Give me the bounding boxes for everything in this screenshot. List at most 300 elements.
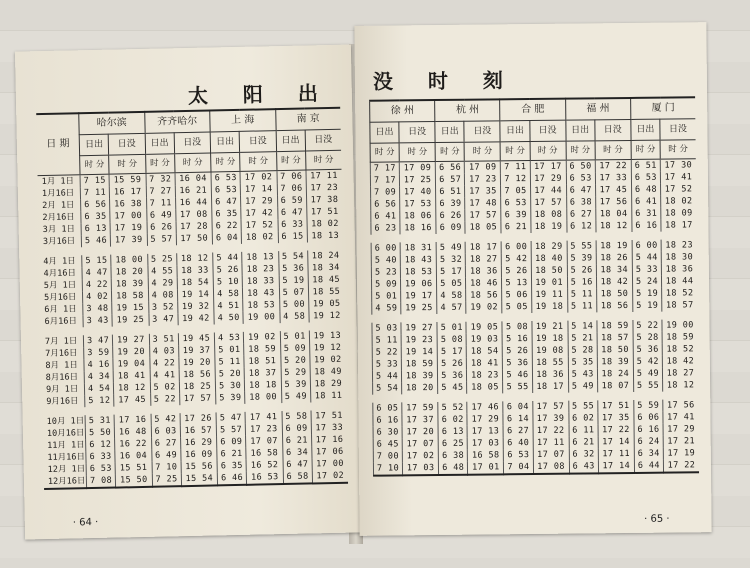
minute-unit: 分: [324, 154, 334, 166]
time-cell: 6 43: [569, 460, 598, 473]
time-cell: 7 17: [370, 174, 399, 186]
time-cell: 6 21: [217, 448, 247, 461]
time-cell: 18 55: [532, 357, 568, 369]
time-cell: 16 22: [115, 438, 151, 451]
time-cell: 18 50: [596, 288, 632, 300]
time-cell: 17 41: [245, 411, 281, 424]
time-cell: 6 44: [634, 460, 663, 473]
time-cell: 19 14: [177, 288, 213, 301]
time-cell: 4 34: [84, 371, 114, 384]
time-cell: 16 21: [175, 184, 211, 197]
time-cell: 5 01: [215, 344, 245, 357]
time-cell: 17 56: [595, 196, 631, 208]
time-cell: 18 55: [308, 286, 344, 299]
sunrise-label: 日出: [631, 119, 660, 140]
time-cell: 17 35: [598, 412, 634, 424]
time-cell: 6 26: [147, 221, 177, 234]
hour-unit: 时: [570, 145, 580, 156]
time-cell: 18 02: [661, 195, 697, 207]
time-cell: 6 53: [86, 463, 116, 476]
time-cell: 18 17: [465, 241, 501, 253]
time-cell: 3 43: [83, 315, 113, 328]
minute-unit: 分: [161, 158, 170, 169]
time-cell: 19 11: [531, 289, 567, 301]
time-cell: 18 19: [530, 221, 566, 233]
time-unit-label: [109, 154, 146, 174]
city-header: 哈尔滨: [79, 112, 145, 135]
time-cell: 6 56: [435, 161, 464, 174]
time-cell: 17 00: [312, 458, 348, 471]
time-cell: 4 16: [84, 359, 114, 372]
time-cell: 18 27: [662, 367, 698, 379]
time-cell: 17 22: [533, 425, 569, 437]
time-unit-label: [435, 142, 464, 161]
time-cell: 7 05: [501, 185, 530, 197]
date-cell: 9月16日: [46, 396, 79, 407]
time-cell: 5 15: [82, 255, 112, 268]
time-cell: 6 14: [503, 413, 532, 425]
time-cell: 17 51: [598, 400, 634, 412]
sunrise-label: 日出: [276, 130, 306, 152]
time-cell: 16 58: [246, 447, 282, 460]
time-cell: 6 21: [501, 221, 530, 233]
time-cell: 5 44: [213, 252, 243, 265]
time-cell: 6 27: [503, 425, 532, 437]
time-cell: 15 50: [116, 474, 153, 488]
time-cell: 18 27: [466, 253, 502, 265]
time-cell: 18 19: [596, 240, 632, 252]
time-cell: 5 36: [438, 370, 467, 382]
time-cell: 3 52: [148, 301, 178, 314]
time-cell: 5 45: [438, 382, 467, 394]
hour-unit: 时: [182, 157, 192, 169]
left-page-title: 太 阳 出: [187, 80, 333, 108]
date-cell: 10月 1日: [46, 416, 85, 427]
time-cell: 18 12: [114, 382, 150, 395]
time-cell: 16 52: [246, 459, 282, 472]
time-cell: 6 05: [373, 402, 402, 414]
hour-unit: 时: [668, 144, 677, 155]
time-cell: 5 55: [503, 381, 532, 393]
hour-unit: 时: [149, 158, 159, 169]
time-unit-label: [80, 155, 110, 175]
time-cell: 4 22: [82, 279, 112, 292]
time-cell: 18 36: [466, 265, 502, 277]
city-header: 厦 门: [630, 97, 695, 119]
time-cell: 4 59: [372, 302, 401, 314]
time-cell: 19 20: [113, 346, 149, 359]
time-cell: 5 57: [216, 424, 246, 437]
sunset-label: 日没: [108, 133, 145, 155]
time-unit-label: [240, 152, 277, 172]
time-cell: 6 16: [632, 220, 661, 232]
time-cell: 7 06: [277, 183, 307, 196]
time-cell: 18 53: [400, 266, 436, 278]
time-cell: 19 01: [531, 277, 567, 289]
time-cell: 16 44: [175, 196, 211, 209]
time-cell: 5 31: [85, 415, 115, 428]
time-cell: 19 45: [178, 332, 214, 345]
right-page-title: 没 时 刻: [372, 68, 517, 94]
minute-unit: 分: [614, 145, 623, 156]
time-cell: 6 21: [569, 436, 598, 448]
minute-unit: 分: [451, 146, 460, 157]
time-cell: 5 33: [372, 358, 401, 370]
time-cell: 16 09: [181, 448, 217, 461]
time-cell: 17 11: [533, 437, 569, 449]
time-cell: 15 54: [181, 472, 218, 486]
time-cell: 5 19: [633, 300, 662, 312]
time-cell: 17 52: [241, 219, 277, 232]
hour-unit: 时: [84, 159, 94, 171]
time-cell: 18 12: [663, 379, 699, 391]
time-cell: 7 09: [371, 186, 400, 198]
time-cell: 5 55: [568, 400, 597, 412]
time-cell: 18 49: [310, 366, 346, 379]
time-cell: 18 58: [112, 290, 148, 303]
time-cell: 17 14: [598, 436, 634, 448]
minute-unit: 分: [226, 156, 236, 168]
time-cell: 17 39: [532, 413, 568, 425]
time-cell: 18 33: [177, 264, 213, 277]
time-unit-label: [370, 143, 399, 162]
time-unit-label: [305, 150, 341, 170]
time-cell: 17 29: [241, 195, 277, 208]
time-cell: 6 35: [212, 208, 242, 221]
left-page: [15, 45, 361, 540]
time-cell: 5 22: [372, 346, 401, 358]
time-cell: 17 00: [110, 210, 146, 223]
minute-unit: 分: [193, 157, 203, 168]
time-cell: 5 49: [281, 390, 311, 403]
time-cell: 5 03: [372, 322, 401, 334]
time-cell: 5 33: [632, 264, 661, 276]
time-cell: 5 54: [373, 382, 402, 394]
time-cell: 17 17: [530, 160, 566, 173]
date-cell: 8月16日: [45, 372, 79, 383]
time-cell: 19 25: [112, 314, 148, 327]
time-cell: 6 04: [503, 401, 532, 413]
time-cell: 19 18: [532, 333, 568, 345]
date-cell: 3月16日: [42, 236, 76, 248]
time-cell: 17 16: [311, 434, 347, 447]
time-cell: 17 08: [533, 461, 569, 474]
time-cell: 5 39: [567, 252, 596, 264]
time-cell: 5 36: [503, 357, 532, 369]
time-cell: 18 40: [531, 253, 567, 265]
time-cell: 18 41: [113, 370, 149, 383]
minute-unit: 分: [679, 144, 689, 155]
time-unit-label: [399, 143, 435, 162]
time-cell: 19 18: [531, 301, 567, 313]
hour-unit: 时: [374, 147, 384, 158]
time-cell: 18 53: [243, 299, 279, 312]
time-cell: 6 24: [634, 436, 663, 448]
time-cell: 7 08: [86, 475, 116, 489]
date-cell: 9月 1日: [45, 384, 79, 395]
time-cell: 6 09: [436, 222, 465, 234]
time-cell: 16 48: [115, 426, 151, 439]
time-cell: 4 03: [149, 345, 179, 358]
time-cell: 6 47: [566, 184, 595, 196]
time-cell: 4 55: [147, 265, 177, 278]
time-cell: 5 32: [436, 254, 465, 266]
minute-unit: 分: [292, 155, 301, 166]
time-cell: 4 58: [437, 290, 466, 302]
time-cell: 18 06: [400, 210, 436, 222]
time-cell: 19 05: [308, 298, 344, 311]
time-cell: 17 22: [663, 459, 699, 472]
time-cell: 6 13: [81, 223, 111, 236]
time-cell: 3 47: [148, 313, 178, 326]
time-cell: 18 12: [176, 252, 212, 265]
time-cell: 18 59: [244, 343, 280, 356]
time-cell: 4 47: [82, 267, 112, 280]
time-cell: 18 12: [596, 220, 632, 232]
time-cell: 18 05: [467, 381, 503, 393]
time-cell: 18 20: [111, 266, 147, 279]
time-cell: 6 41: [632, 196, 661, 208]
time-cell: 17 25: [400, 174, 436, 186]
hour-unit: 时: [505, 146, 514, 157]
time-cell: 18 29: [531, 241, 567, 253]
city-header: 杭 州: [435, 99, 500, 121]
sunset-label: 日没: [529, 120, 565, 141]
time-cell: 17 50: [176, 232, 212, 245]
time-cell: 16 04: [175, 172, 212, 185]
time-cell: 6 47: [212, 196, 242, 209]
date-cell: 6月 1日: [44, 304, 77, 316]
time-cell: 6 12: [86, 439, 116, 452]
time-cell: 5 26: [567, 264, 596, 276]
time-cell: 18 56: [597, 300, 633, 312]
time-cell: 18 39: [111, 278, 147, 291]
minute-unit: 分: [516, 146, 526, 157]
time-cell: 6 41: [371, 210, 400, 222]
time-cell: 7 00: [373, 450, 402, 462]
time-cell: 17 57: [179, 392, 215, 405]
time-cell: 18 37: [244, 367, 280, 380]
time-cell: 5 11: [567, 288, 596, 300]
time-cell: 18 42: [662, 355, 698, 367]
open-booklet: [14, 14, 734, 554]
time-cell: 18 39: [402, 370, 438, 382]
time-cell: 6 22: [212, 220, 242, 233]
time-cell: 19 37: [178, 344, 214, 357]
time-cell: 6 25: [438, 438, 467, 450]
time-cell: 17 40: [400, 186, 436, 198]
date-cell: 8月 1日: [45, 360, 78, 371]
time-cell: 6 31: [632, 208, 661, 220]
time-cell: 6 53: [631, 172, 660, 184]
time-cell: 17 35: [465, 185, 501, 197]
time-cell: 6 47: [277, 206, 307, 219]
time-cell: 17 02: [240, 171, 277, 184]
time-cell: 5 42: [633, 356, 662, 368]
time-unit-label: [464, 142, 500, 161]
time-cell: 18 17: [532, 381, 568, 393]
time-unit-label: [566, 141, 595, 160]
time-cell: 17 02: [402, 450, 438, 462]
time-cell: 6 23: [371, 222, 400, 234]
sunrise-label: 日出: [565, 120, 594, 141]
time-cell: 19 08: [532, 345, 568, 357]
date-cell: 2月 1日: [42, 200, 75, 212]
minute-unit: 分: [95, 159, 105, 170]
time-cell: 7 11: [146, 197, 176, 210]
time-cell: 5 39: [281, 378, 311, 391]
time-cell: 6 33: [86, 451, 116, 464]
time-cell: 3 48: [83, 303, 113, 316]
sunrise-label: 日出: [435, 121, 464, 142]
time-cell: 7 15: [80, 174, 110, 187]
time-cell: 5 28: [568, 344, 597, 356]
time-cell: 5 52: [438, 402, 467, 414]
time-cell: 4 54: [84, 383, 114, 396]
time-cell: 19 02: [466, 301, 502, 313]
time-cell: 18 59: [662, 331, 698, 343]
minute-unit: 分: [646, 144, 656, 155]
city-header: 齐齐哈尔: [144, 111, 210, 134]
time-cell: 17 29: [663, 423, 699, 435]
time-cell: 19 17: [401, 290, 437, 302]
time-cell: 5 09: [371, 278, 400, 290]
time-cell: 17 23: [465, 173, 501, 185]
time-cell: 5 50: [85, 427, 115, 440]
time-cell: 5 42: [151, 413, 181, 426]
time-cell: 6 12: [567, 220, 596, 232]
time-cell: 4 57: [437, 302, 466, 314]
time-cell: 6 06: [634, 412, 663, 424]
sunset-label: 日没: [464, 121, 500, 142]
time-cell: 6 02: [569, 412, 598, 424]
date-cell: 4月 1日: [43, 256, 76, 268]
time-cell: 5 28: [633, 332, 662, 344]
time-cell: 18 11: [310, 390, 346, 403]
time-cell: 17 57: [532, 401, 568, 413]
minute-unit: 分: [549, 145, 558, 156]
time-cell: 17 22: [598, 424, 634, 436]
time-cell: 19 15: [112, 302, 148, 315]
time-cell: 5 05: [437, 278, 466, 290]
time-cell: 5 24: [632, 276, 661, 288]
date-cell: 5月16日: [43, 292, 77, 304]
time-cell: 5 07: [279, 286, 309, 299]
time-cell: 18 59: [597, 320, 633, 332]
minute-unit: 分: [418, 147, 428, 158]
time-cell: 5 11: [567, 300, 596, 312]
time-cell: 18 25: [179, 380, 215, 393]
minute-unit: 分: [259, 156, 269, 167]
sunset-label: 日没: [174, 132, 211, 154]
time-cell: 18 46: [466, 277, 502, 289]
time-cell: 5 26: [213, 264, 243, 277]
sunrise-table-left: [36, 107, 348, 490]
time-cell: 5 26: [503, 345, 532, 357]
time-cell: 18 04: [596, 208, 632, 220]
time-cell: 5 30: [215, 380, 245, 393]
time-cell: 18 50: [597, 344, 633, 356]
time-cell: 6 35: [217, 460, 247, 473]
time-cell: 18 51: [244, 355, 280, 368]
time-cell: 18 54: [467, 345, 503, 357]
time-unit-label: [145, 154, 175, 174]
time-cell: 17 19: [663, 447, 699, 459]
time-cell: 18 45: [308, 274, 344, 287]
time-cell: 7 27: [146, 185, 176, 198]
time-cell: 5 16: [567, 276, 596, 288]
time-cell: 17 59: [402, 402, 438, 414]
sunset-label: 日没: [595, 119, 631, 140]
time-cell: 4 58: [279, 310, 309, 323]
time-cell: 6 00: [371, 242, 400, 254]
time-cell: 6 03: [151, 425, 181, 438]
time-cell: 6 32: [569, 448, 598, 460]
time-cell: 6 04: [212, 232, 242, 245]
time-cell: 6 09: [217, 436, 247, 449]
time-cell: 18 57: [662, 299, 698, 311]
time-cell: 16 58: [468, 449, 504, 461]
time-cell: 17 33: [311, 422, 347, 435]
time-cell: 19 12: [309, 342, 345, 355]
time-cell: 17 51: [311, 410, 347, 423]
time-cell: 6 16: [373, 414, 402, 426]
sunrise-label: 日出: [79, 134, 109, 156]
time-cell: 3 51: [149, 333, 179, 346]
city-header: 南 京: [275, 108, 340, 131]
time-cell: 17 57: [530, 197, 566, 209]
date-cell: 1月 1日: [41, 176, 75, 188]
time-cell: 6 45: [373, 438, 402, 450]
time-cell: 5 11: [215, 356, 245, 369]
time-cell: 5 08: [437, 334, 466, 346]
time-cell: 6 53: [211, 184, 241, 197]
time-cell: 4 58: [213, 288, 243, 301]
time-cell: 18 29: [310, 378, 346, 391]
time-cell: 19 14: [401, 346, 437, 358]
time-cell: 18 50: [531, 265, 567, 277]
time-cell: 4 22: [149, 357, 179, 370]
time-cell: 6 40: [504, 437, 533, 449]
time-cell: 17 06: [312, 446, 348, 459]
date-cell: 7月 1日: [44, 336, 78, 348]
time-cell: 19 03: [466, 333, 502, 345]
table-row: [373, 459, 699, 475]
time-cell: 17 23: [306, 182, 342, 195]
time-cell: 6 49: [151, 449, 181, 462]
time-cell: 18 54: [177, 276, 213, 289]
time-cell: 17 11: [306, 169, 342, 182]
time-cell: 17 03: [468, 437, 504, 449]
time-cell: 17 53: [400, 198, 436, 210]
time-unit-label: [276, 151, 306, 171]
time-cell: 17 45: [595, 184, 631, 196]
time-cell: 5 36: [633, 344, 662, 356]
time-cell: 18 39: [597, 356, 633, 368]
time-cell: 17 07: [402, 438, 438, 450]
time-cell: 6 58: [283, 470, 313, 484]
time-cell: 15 56: [181, 460, 217, 473]
time-cell: 6 53: [504, 449, 533, 461]
time-cell: 6 15: [278, 230, 308, 243]
time-cell: 17 29: [530, 173, 566, 185]
time-cell: 18 43: [400, 254, 436, 266]
time-cell: 16 04: [115, 450, 151, 463]
time-unit-label: [631, 140, 660, 159]
time-cell: 3 47: [83, 335, 113, 348]
time-cell: 6 30: [373, 426, 402, 438]
time-cell: 16 29: [180, 436, 216, 449]
